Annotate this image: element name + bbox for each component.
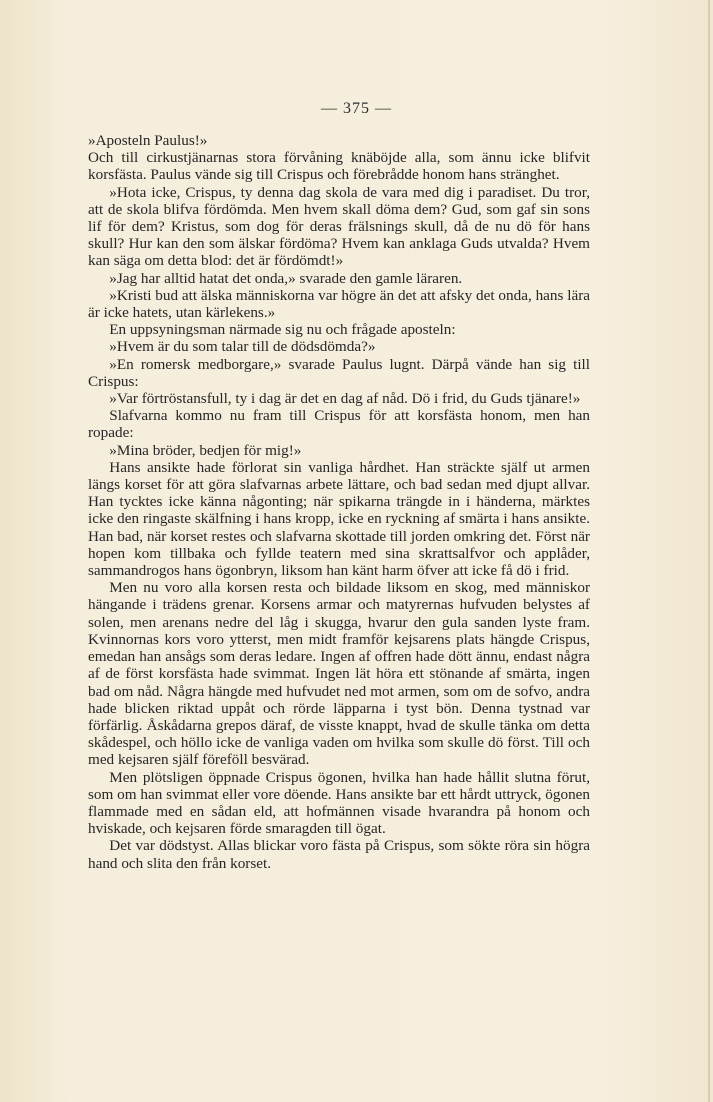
paragraph: Slafvarna kommo nu fram till Crispus för att korsfästa honom, men han ropade: — [88, 407, 590, 442]
paragraph: »Jag har alltid hatat det onda,» svarade den gamle läraren. — [109, 269, 463, 287]
page-number: — 375 — — [321, 100, 392, 117]
paragraph: »Mina bröder, bedjen för mig!» — [109, 441, 302, 459]
paragraph: »Kristi bud att älska människorna var högre än det att afsky det onda, hans lära är icke hatets, utan kärlekens.» — [88, 286, 590, 322]
paragraph: »Hota icke, Crispus, ty denna dag skola de vara med dig i paradiset. Du tror, att de skola blifva fördömda. Men hvem skall döma dem? Gud, som gaf sin sons lif för dem? Kristus, som dog för deras frälsnings skull, då de nu dö för hans skull? Hur kan den som älskar fördöma? Hvem kan anklaga Guds utvalda? Hvem kan säga om detta blod: det är fördömdt!» — [88, 183, 590, 270]
paragraph: »Hvem är du som talar till de dödsdömda?» — [109, 338, 376, 356]
page-edge — [708, 0, 710, 1102]
paragraph: Och till cirkustjänarnas stora förvåning knäböjde alla, som ännu icke blifvit korsfästa. Paulus vände sig till Crispus och förebrådde honom hans stränghet. — [88, 149, 590, 184]
paragraph: Men nu voro alla korsen resta och bildade liksom en skog, med människor hängande i trädens grenar. Korsens armar och matyrernas hufvuden belystes af solen, men arenans nedre del låg i skugga, hvarur den gula sanden lyste fram. Kvinnornas kors voro ytterst, men midt framför kejsarens plats hängde Crispus, emedan han ansågs som deras ledare. Ingen af offren hade dött ännu, endast några af de först korsfästa hade svimmat. Ingen lät höra ett stönande af smärta, ingen bad om nåd. Några hängde med hufvudet ned mot armen, som om de sofvo, andra hade blicken riktad uppåt och rörde läpparna i tyst bön. Denna tystnad var förfärlig. Åskådarna grepos däraf, de visste knappt, hvad de skulle tänka om detta skådespel, och höllo icke de vanliga vaden om hvilka som skulle dö först. Till och med kejsaren själf föreföll besvärad. — [88, 579, 590, 769]
body-text — [88, 132, 590, 872]
paragraph: Hans ansikte hade förlorat sin vanliga hårdhet. Han sträckte själf ut armen längs korset för att göra slafvarnas arbete lättare, och bad sedan med djupt allvar. Han tycktes icke känna någonting; när spikarna trängde in i händerna, märktes icke den ringaste skälfning i hans kropp, icke en ryckning af smärta i hans ansikte. Han bad, när korset restes och slafvarna skottade till jorden omkring det. Först när hopen kom tillbaka och fyllde teatern med sina skrattsalfvor och applåder, sammandrogos hans ögonbryn, liksom han känt harm öfver att icke få dö i frid. — [88, 458, 590, 580]
paragraph: »Aposteln Paulus!» — [88, 132, 208, 149]
paragraph: Det var dödstyst. Allas blickar voro fästa på Crispus, som sökte röra sin högra hand och slita den från korset. — [88, 837, 590, 872]
paragraph: Men plötsligen öppnade Crispus ögonen, hvilka han hade hållit slutna förut, som om han svimmat eller vore döende. Hans ansikte bar ett hårdt uttryck, ögonen flammade med en sådan eld, att hofmännen visade hvarandra på honom och hviskade, och kejsaren förde smaragden till ögat. — [88, 768, 590, 838]
paragraph: »Var förtröstansfull, ty i dag är det en dag af nåd. Dö i frid, du Guds tjänare!» — [109, 390, 581, 408]
paragraph: En uppsyningsman närmade sig nu och frågade aposteln: — [109, 321, 456, 339]
paragraph: »En romersk medborgare,» svarade Paulus lugnt. Därpå vände han sig till Crispus: — [88, 355, 590, 390]
